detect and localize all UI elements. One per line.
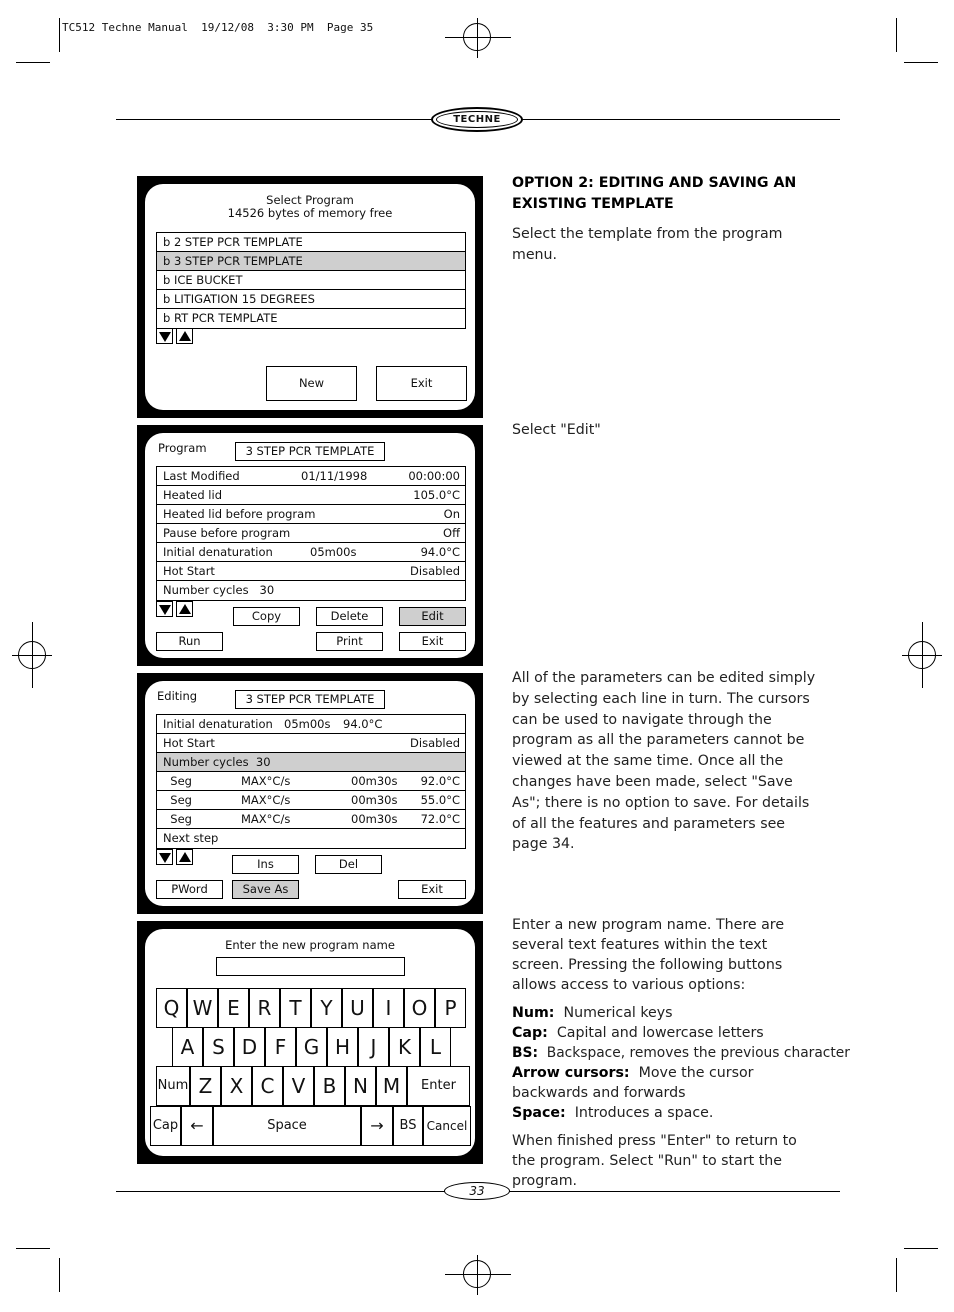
key-e[interactable]: E <box>218 988 249 1028</box>
crop-mark <box>59 18 60 52</box>
key-y[interactable]: Y <box>311 988 342 1028</box>
edit-button[interactable]: Edit <box>399 607 466 626</box>
table-row[interactable]: Initial denaturation 05m00s 94.0°C <box>157 715 465 734</box>
table-row[interactable]: Seg MAX°C/s 00m30s 92.0°C <box>157 772 465 791</box>
key-i[interactable]: I <box>373 988 404 1028</box>
del-button[interactable]: Del <box>315 855 382 874</box>
editing-screen <box>137 673 483 914</box>
term-cap: Cap: Capital and lowercase letters <box>512 1025 764 1041</box>
key-z[interactable]: Z <box>190 1066 221 1106</box>
key-x[interactable]: X <box>221 1066 252 1106</box>
program-name-field[interactable]: 3 STEP PCR TEMPLATE <box>235 442 385 461</box>
scroll-down-button[interactable] <box>156 601 173 617</box>
space-key[interactable]: Space <box>213 1106 361 1146</box>
crop-mark <box>896 1258 897 1292</box>
enter-key[interactable]: Enter <box>407 1066 470 1106</box>
key-q[interactable]: Q <box>156 988 187 1028</box>
exit-button[interactable]: Exit <box>399 632 466 651</box>
term-bs: BS: Backspace, removes the previous character <box>512 1045 850 1061</box>
scroll-up-button[interactable] <box>176 328 193 344</box>
key-t[interactable]: T <box>280 988 311 1028</box>
registration-cross <box>32 622 33 688</box>
program-name-input[interactable] <box>216 957 405 976</box>
instruction-select-template: Select the template from the program menu. <box>512 226 783 263</box>
scroll-down-button[interactable] <box>156 328 173 344</box>
key-j[interactable]: J <box>358 1027 389 1067</box>
exit-button[interactable]: Exit <box>398 880 466 899</box>
program-name-field[interactable]: 3 STEP PCR TEMPLATE <box>235 690 385 709</box>
registration-cross <box>445 1274 511 1275</box>
key-p[interactable]: P <box>435 988 466 1028</box>
key-r[interactable]: R <box>249 988 280 1028</box>
registration-cross <box>445 37 511 38</box>
triangle-down-icon <box>159 605 171 615</box>
keyboard-screen <box>137 921 483 1164</box>
delete-button[interactable]: Delete <box>316 607 383 626</box>
program-label: Program <box>158 441 207 455</box>
select-program-screen <box>137 176 483 418</box>
table-row[interactable]: Seg MAX°C/s 00m30s 55.0°C <box>157 791 465 810</box>
table-row[interactable]: Heated lid before program On <box>157 505 465 524</box>
key-s[interactable]: S <box>203 1027 234 1067</box>
crop-mark <box>904 1248 938 1249</box>
page-number: 33 <box>444 1182 510 1200</box>
backspace-key[interactable]: BS <box>393 1106 423 1146</box>
key-d[interactable]: D <box>234 1027 265 1067</box>
scroll-down-button[interactable] <box>156 849 173 865</box>
copy-button[interactable]: Copy <box>233 607 300 626</box>
term-space: Space: Introduces a space. <box>512 1105 714 1121</box>
table-row[interactable]: Heated lid 105.0°C <box>157 486 465 505</box>
registration-cross <box>922 622 923 688</box>
techne-logo-inner: TECHNE <box>436 111 518 128</box>
run-button[interactable]: Run <box>156 632 223 651</box>
crop-mark <box>896 18 897 52</box>
crop-mark <box>16 62 50 63</box>
memory-free-text: 14526 bytes of memory free <box>227 206 393 220</box>
triangle-up-icon <box>179 331 191 341</box>
cap-key[interactable]: Cap <box>150 1106 181 1146</box>
key-h[interactable]: H <box>327 1027 358 1067</box>
editing-label: Editing <box>157 689 198 703</box>
key-c[interactable]: C <box>252 1066 283 1106</box>
cancel-key[interactable]: Cancel <box>423 1106 471 1146</box>
triangle-up-icon <box>179 852 191 862</box>
editing-parameter-list <box>156 714 466 849</box>
key-n[interactable]: N <box>345 1066 376 1106</box>
section-heading: OPTION 2: EDITING AND SAVING AN EXISTING TEMPLATE <box>512 175 797 212</box>
ins-button[interactable]: Ins <box>232 855 299 874</box>
print-button[interactable]: Print <box>316 632 383 651</box>
exit-button[interactable]: Exit <box>376 366 467 401</box>
table-row[interactable]: Hot Start Disabled <box>157 734 465 753</box>
save-as-button[interactable]: Save As <box>232 880 299 899</box>
instruction-select-edit: Select "Edit" <box>512 422 601 438</box>
num-key[interactable]: Num <box>156 1066 190 1106</box>
screen-title: Select Program <box>266 193 354 207</box>
crop-mark <box>16 1248 50 1249</box>
print-info-line: TC512 Techne Manual 19/12/08 3:30 PM Page 35 <box>62 21 374 34</box>
list-item[interactable]: b 2 STEP PCR TEMPLATE <box>157 233 465 252</box>
program-parameter-list <box>156 466 466 601</box>
table-row[interactable]: Seg MAX°C/s 00m30s 72.0°C <box>157 810 465 829</box>
key-k[interactable]: K <box>389 1027 420 1067</box>
term-num: Num: Numerical keys <box>512 1005 673 1021</box>
list-item[interactable]: b ICE BUCKET <box>157 271 465 290</box>
triangle-down-icon <box>159 853 171 863</box>
pword-button[interactable]: PWord <box>156 880 223 899</box>
scroll-up-button[interactable] <box>176 849 193 865</box>
table-row[interactable]: Pause before program Off <box>157 524 465 543</box>
registration-cross <box>477 18 478 58</box>
table-row-selected[interactable]: Number cycles 30 <box>157 753 465 772</box>
key-g[interactable]: G <box>296 1027 327 1067</box>
new-button[interactable]: New <box>266 366 357 401</box>
instruction-enter-name: Enter a new program name. There are several text features within the text screen. Pressing the following buttons allows access to various options: <box>512 917 785 993</box>
program-details-screen <box>137 425 483 666</box>
triangle-down-icon <box>159 332 171 342</box>
key-f[interactable]: F <box>265 1027 296 1067</box>
table-row[interactable]: Number cycles 30 <box>163 583 275 597</box>
list-item[interactable]: b RT PCR TEMPLATE <box>163 311 278 325</box>
registration-cross <box>477 1255 478 1295</box>
instruction-edit-parameters: All of the parameters can be edited simply by selecting each line in turn. The cursors can be used to navigate through the program as all the parameters cannot be viewed at the same time. Once all the changes have been made, select "Save As"; there is no option to save. For details of all the features and parameters see page 34. <box>512 670 816 853</box>
instruction-finish: When finished press "Enter" to return to the program. Select "Run" to start the program. <box>512 1133 797 1189</box>
key-a[interactable]: A <box>172 1027 203 1067</box>
table-row[interactable]: Hot Start Disabled <box>157 562 465 581</box>
key-o[interactable]: O <box>404 988 435 1028</box>
list-item-selected[interactable]: b 3 STEP PCR TEMPLATE <box>157 252 465 271</box>
key-v[interactable]: V <box>283 1066 314 1106</box>
key-m[interactable]: M <box>376 1066 407 1106</box>
left-arrow-key[interactable]: ← <box>181 1106 213 1146</box>
crop-mark <box>904 62 938 63</box>
list-item[interactable]: b LITIGATION 15 DEGREES <box>157 290 465 309</box>
program-name-prompt: Enter the new program name <box>225 938 395 952</box>
term-arrow: Arrow cursors: Move the cursor backwards and forwards <box>512 1065 754 1101</box>
program-list <box>156 232 466 329</box>
key-l[interactable]: L <box>420 1027 451 1067</box>
right-arrow-key[interactable]: → <box>361 1106 393 1146</box>
table-row[interactable]: Initial denaturation 05m00s 94.0°C <box>157 543 465 562</box>
key-b[interactable]: B <box>314 1066 345 1106</box>
table-row[interactable]: Last Modified 01/11/1998 00:00:00 <box>157 467 465 486</box>
triangle-up-icon <box>179 604 191 614</box>
key-u[interactable]: U <box>342 988 373 1028</box>
key-w[interactable]: W <box>187 988 218 1028</box>
crop-mark <box>59 1258 60 1292</box>
scroll-up-button[interactable] <box>176 601 193 617</box>
table-row[interactable]: Next step <box>163 831 219 845</box>
